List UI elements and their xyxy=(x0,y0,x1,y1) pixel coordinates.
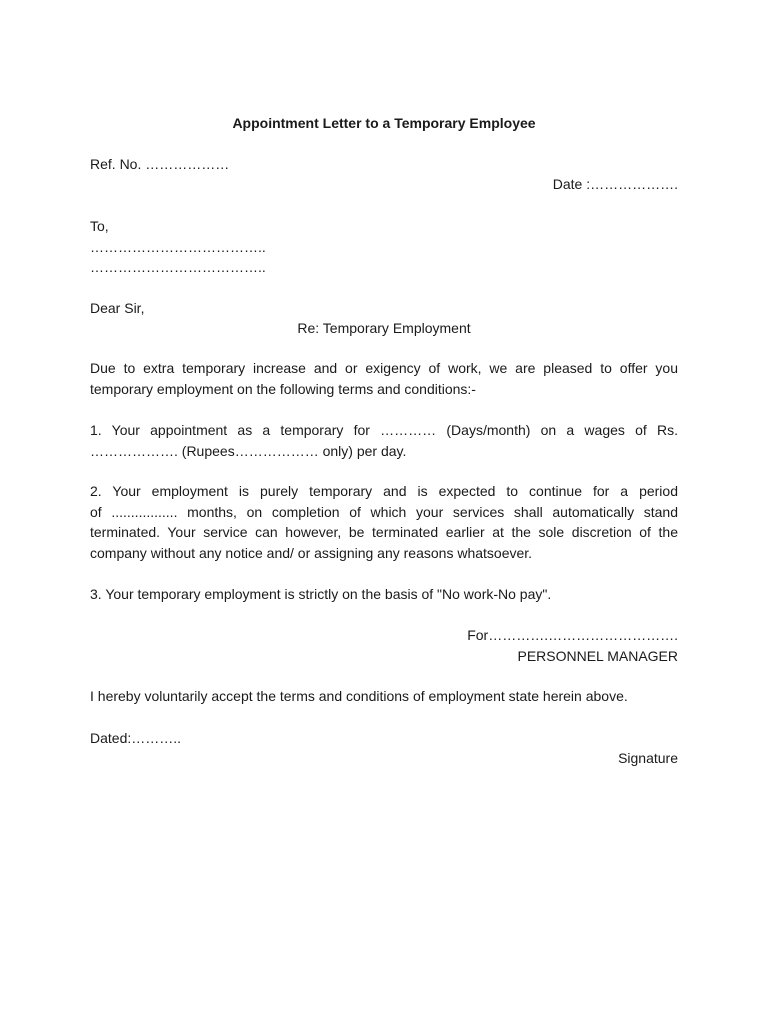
term-1-paragraph xyxy=(90,420,678,461)
salutation: Dear Sir, xyxy=(90,300,145,316)
signature-label: Signature xyxy=(618,750,678,766)
subject-line: Re: Temporary Employment xyxy=(297,320,471,336)
for-company-line: For………….………………………. xyxy=(467,627,678,643)
letter-title: Appointment Letter to a Temporary Employee xyxy=(232,115,536,131)
intro-paragraph xyxy=(90,358,678,399)
letter-page xyxy=(90,0,678,1024)
term-line: 2. Your employment is purely temporary and is expected to continue for a period xyxy=(90,483,678,499)
term-line: of ................. months, on completion of which your services shall automatically stand xyxy=(90,503,678,520)
addressee-to: To, xyxy=(90,218,109,234)
dated-field: Dated:……….. xyxy=(90,730,182,746)
term-line: 1. Your appointment as a temporary for ………… (Days/month) on a wages of Rs. xyxy=(90,422,678,438)
reference-number: Ref. No. ……………… xyxy=(90,156,230,172)
intro-line: Due to extra temporary increase and or exigency of work, we are pleased to offer you xyxy=(90,360,678,376)
acceptance-statement: I hereby voluntarily accept the terms and conditions of employment state herein above. xyxy=(90,688,628,704)
term-line: company without any notice and/ or assigning any reasons whatsoever. xyxy=(90,544,533,561)
term-line: ………………. (Rupees……………… only) per day. xyxy=(90,442,407,459)
address-line-1: ……………………………….. xyxy=(90,239,266,255)
signatory-title: PERSONNEL MANAGER xyxy=(517,648,678,664)
term-3-paragraph: 3. Your temporary employment is strictly on the basis of "No work-No pay". xyxy=(90,586,552,602)
letter-date: Date :………………. xyxy=(552,176,678,192)
intro-line: temporary employment on the following terms and conditions:- xyxy=(90,380,476,397)
term-line: terminated. Your service can however, be terminated earlier at the sole discretion of the xyxy=(90,524,678,540)
address-line-2: ……………………………….. xyxy=(90,259,266,275)
term-2-paragraph xyxy=(90,481,678,563)
